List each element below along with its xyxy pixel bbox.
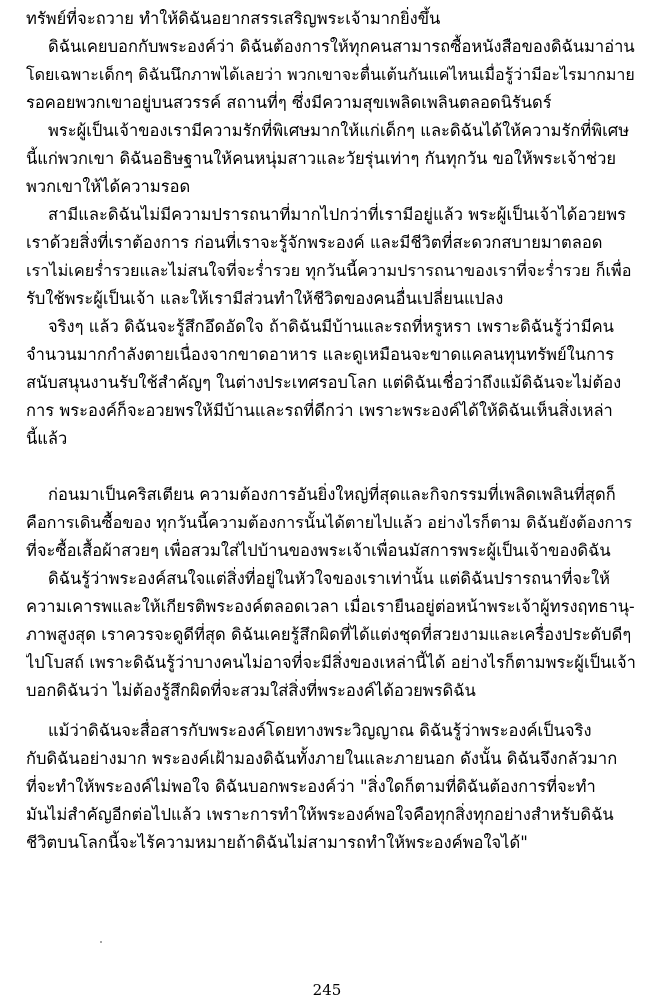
text-line: พระผู้เป็นเจ้าของเรามีความรักที่พิเศษมากให้แก่เด็กๆ และดิฉันได้ให้ความรักที่พิเศษ <box>48 121 630 140</box>
text-line: พวกเขาให้ได้ความรอด <box>26 177 191 196</box>
text-line: บอกดิฉันว่า ไม่ต้องรู้สึกผิดที่จะสวมใส่สิ่งที่พระองค์ได้อวยพรดิฉัน <box>26 681 476 700</box>
text-line: สามีและดิฉันไม่มีความปรารถนาที่มากไปกว่าที่เรามีอยู่แล้ว พระผู้เป็นเจ้าได้อวยพร <box>48 205 627 224</box>
text-line: ภาพสูงสุด เราควรจะดูดีที่สุด ดิฉันเคยรู้สึกผิดที่ได้แต่งชุดที่สวยงามและเครื่องประดับดีๆ <box>26 625 632 644</box>
text-line: นี้แก่พวกเขา ดิฉันอธิษฐานให้คนหนุ่มสาวและวัยรุ่นเท่าๆ กันทุกวัน ขอให้พระเจ้าช่วย <box>26 149 617 168</box>
text-line: รอคอยพวกเขาอยู่บนสวรรค์ สถานที่ๆ ซึ่งมีความสุขเพลิดเพลินตลอดนิรันดร์ <box>26 93 552 112</box>
text-line: ที่จะซื้อเสื้อผ้าสวยๆ เพื่อสวมใส่ไปบ้านของพระเจ้าเพื่อนมัสการพระผู้เป็นเจ้าของดิฉัน <box>26 541 611 560</box>
text-line: โดยเฉพาะเด็กๆ ดิฉันนึกภาพได้เลยว่า พวกเขาจะตื่นเต้นกันแค่ไหนเมื่อรู้ว่ามีอะไรมากมาย <box>26 65 635 84</box>
text-line: กับดิฉันอย่างมาก พระองค์เฝ้ามองดิฉันทั้งภายในและภายนอก ดังนั้น ดิฉันจึงกลัวมาก <box>26 749 618 768</box>
text-line: คือการเดินซื้อของ ทุกวันนี้ความต้องการนั้นได้ตายไปแล้ว อย่างไรก็ตาม ดิฉันยังต้องการ <box>26 513 633 532</box>
text-line: ทรัพย์ที่จะถวาย ทำให้ดิฉันอยากสรรเสริญพระเจ้ามากยิ่งขึ้น <box>26 9 441 28</box>
text-line: รับใช้พระผู้เป็นเจ้า และให้เรามีส่วนทำให้ชีวิตของคนอื่นเปลี่ยนแปลง <box>26 289 504 308</box>
text-line: สนับสนุนงานรับใช้สำคัญๆ ในต่างประเทศรอบโลก แต่ดิฉันเชื่อว่าถึงแม้ดิฉันจะไม่ต้อง <box>26 373 622 392</box>
text-line: ดิฉันเคยบอกกับพระองค์ว่า ดิฉันต้องการให้ทุกคนสามารถซื้อหนังสือของดิฉันมาอ่าน <box>48 37 635 56</box>
text-line: ก่อนมาเป็นคริสเตียน ความต้องการอันยิ่งใหญ่ที่สุดและกิจกรรมที่เพลิดเพลินที่สุดก็ <box>48 485 616 504</box>
text-line: การ พระองค์ก็จะอวยพรให้มีบ้านและรถที่ดีกว่า เพราะพระองค์ได้ให้ดิฉันเห็นสิ่งเหล่า <box>26 401 613 420</box>
text-line: เราไม่เคยร่ำรวยและไม่สนใจที่จะร่ำรวย ทุกวันนี้ความปรารถนาของเราที่จะร่ำรวย ก็เพื่อ <box>26 261 632 280</box>
text-line: จริงๆ แล้ว ดิฉันจะรู้สึกอึดอัดใจ ถ้าดิฉันมีบ้านและรถที่หรูหรา เพราะดิฉันรู้ว่ามีคน <box>48 317 614 336</box>
text-line: นี้แล้ว <box>26 429 68 448</box>
text-line: เราด้วยสิ่งที่เราต้องการ ก่อนที่เราจะรู้จักพระองค์ และมีชีวิตที่สะดวกสบายมาตลอด <box>26 233 603 252</box>
text-line: ไปโบสถ์ เพราะดิฉันรู้ว่าบางคนไม่อาจที่จะมีสิ่งของเหล่านี้ได้ อย่างไรก็ตามพระผู้เป็นเจ้า <box>26 653 636 672</box>
text-line: ความเคารพและให้เกียรติพระองค์ตลอดเวลา เมื่อเรายืนอยู่ต่อหน้าพระเจ้าผู้ทรงฤทธานุ- <box>26 597 635 616</box>
text-line: จำนวนมากกำลังตายเนื่องจากขาดอาหาร และดูเหมือนจะขาดแคลนทุนทรัพย์ในการ <box>26 345 615 364</box>
text-line: ดิฉันรู้ว่าพระองค์สนใจแต่สิ่งที่อยู่ในหัวใจของเราเท่านั้น แต่ดิฉันปรารถนาที่จะให้ <box>48 569 610 588</box>
text-line: ที่จะทำให้พระองค์ไม่พอใจ ดิฉันบอกพระองค์ว่า "สิ่งใดก็ตามที่ดิฉันต้องการที่จะทำ <box>26 777 596 796</box>
text-line: ชีวิตบนโลกนี้จะไร้ความหมายถ้าดิฉันไม่สามารถทำให้พระองค์พอใจได้" <box>26 833 528 852</box>
page-number: 245 <box>312 981 342 999</box>
text-line: แม้ว่าดิฉันจะสื่อสารกับพระองค์โดยทางพระวิญญาณ ดิฉันรู้ว่าพระองค์เป็นจริง <box>48 721 592 740</box>
text-line: มันไม่สำคัญอีกต่อไปแล้ว เพราะการทำให้พระองค์พอใจคือทุกสิ่งทุกอย่างสำหรับดิฉัน <box>26 805 614 824</box>
stray-mark <box>100 941 102 943</box>
